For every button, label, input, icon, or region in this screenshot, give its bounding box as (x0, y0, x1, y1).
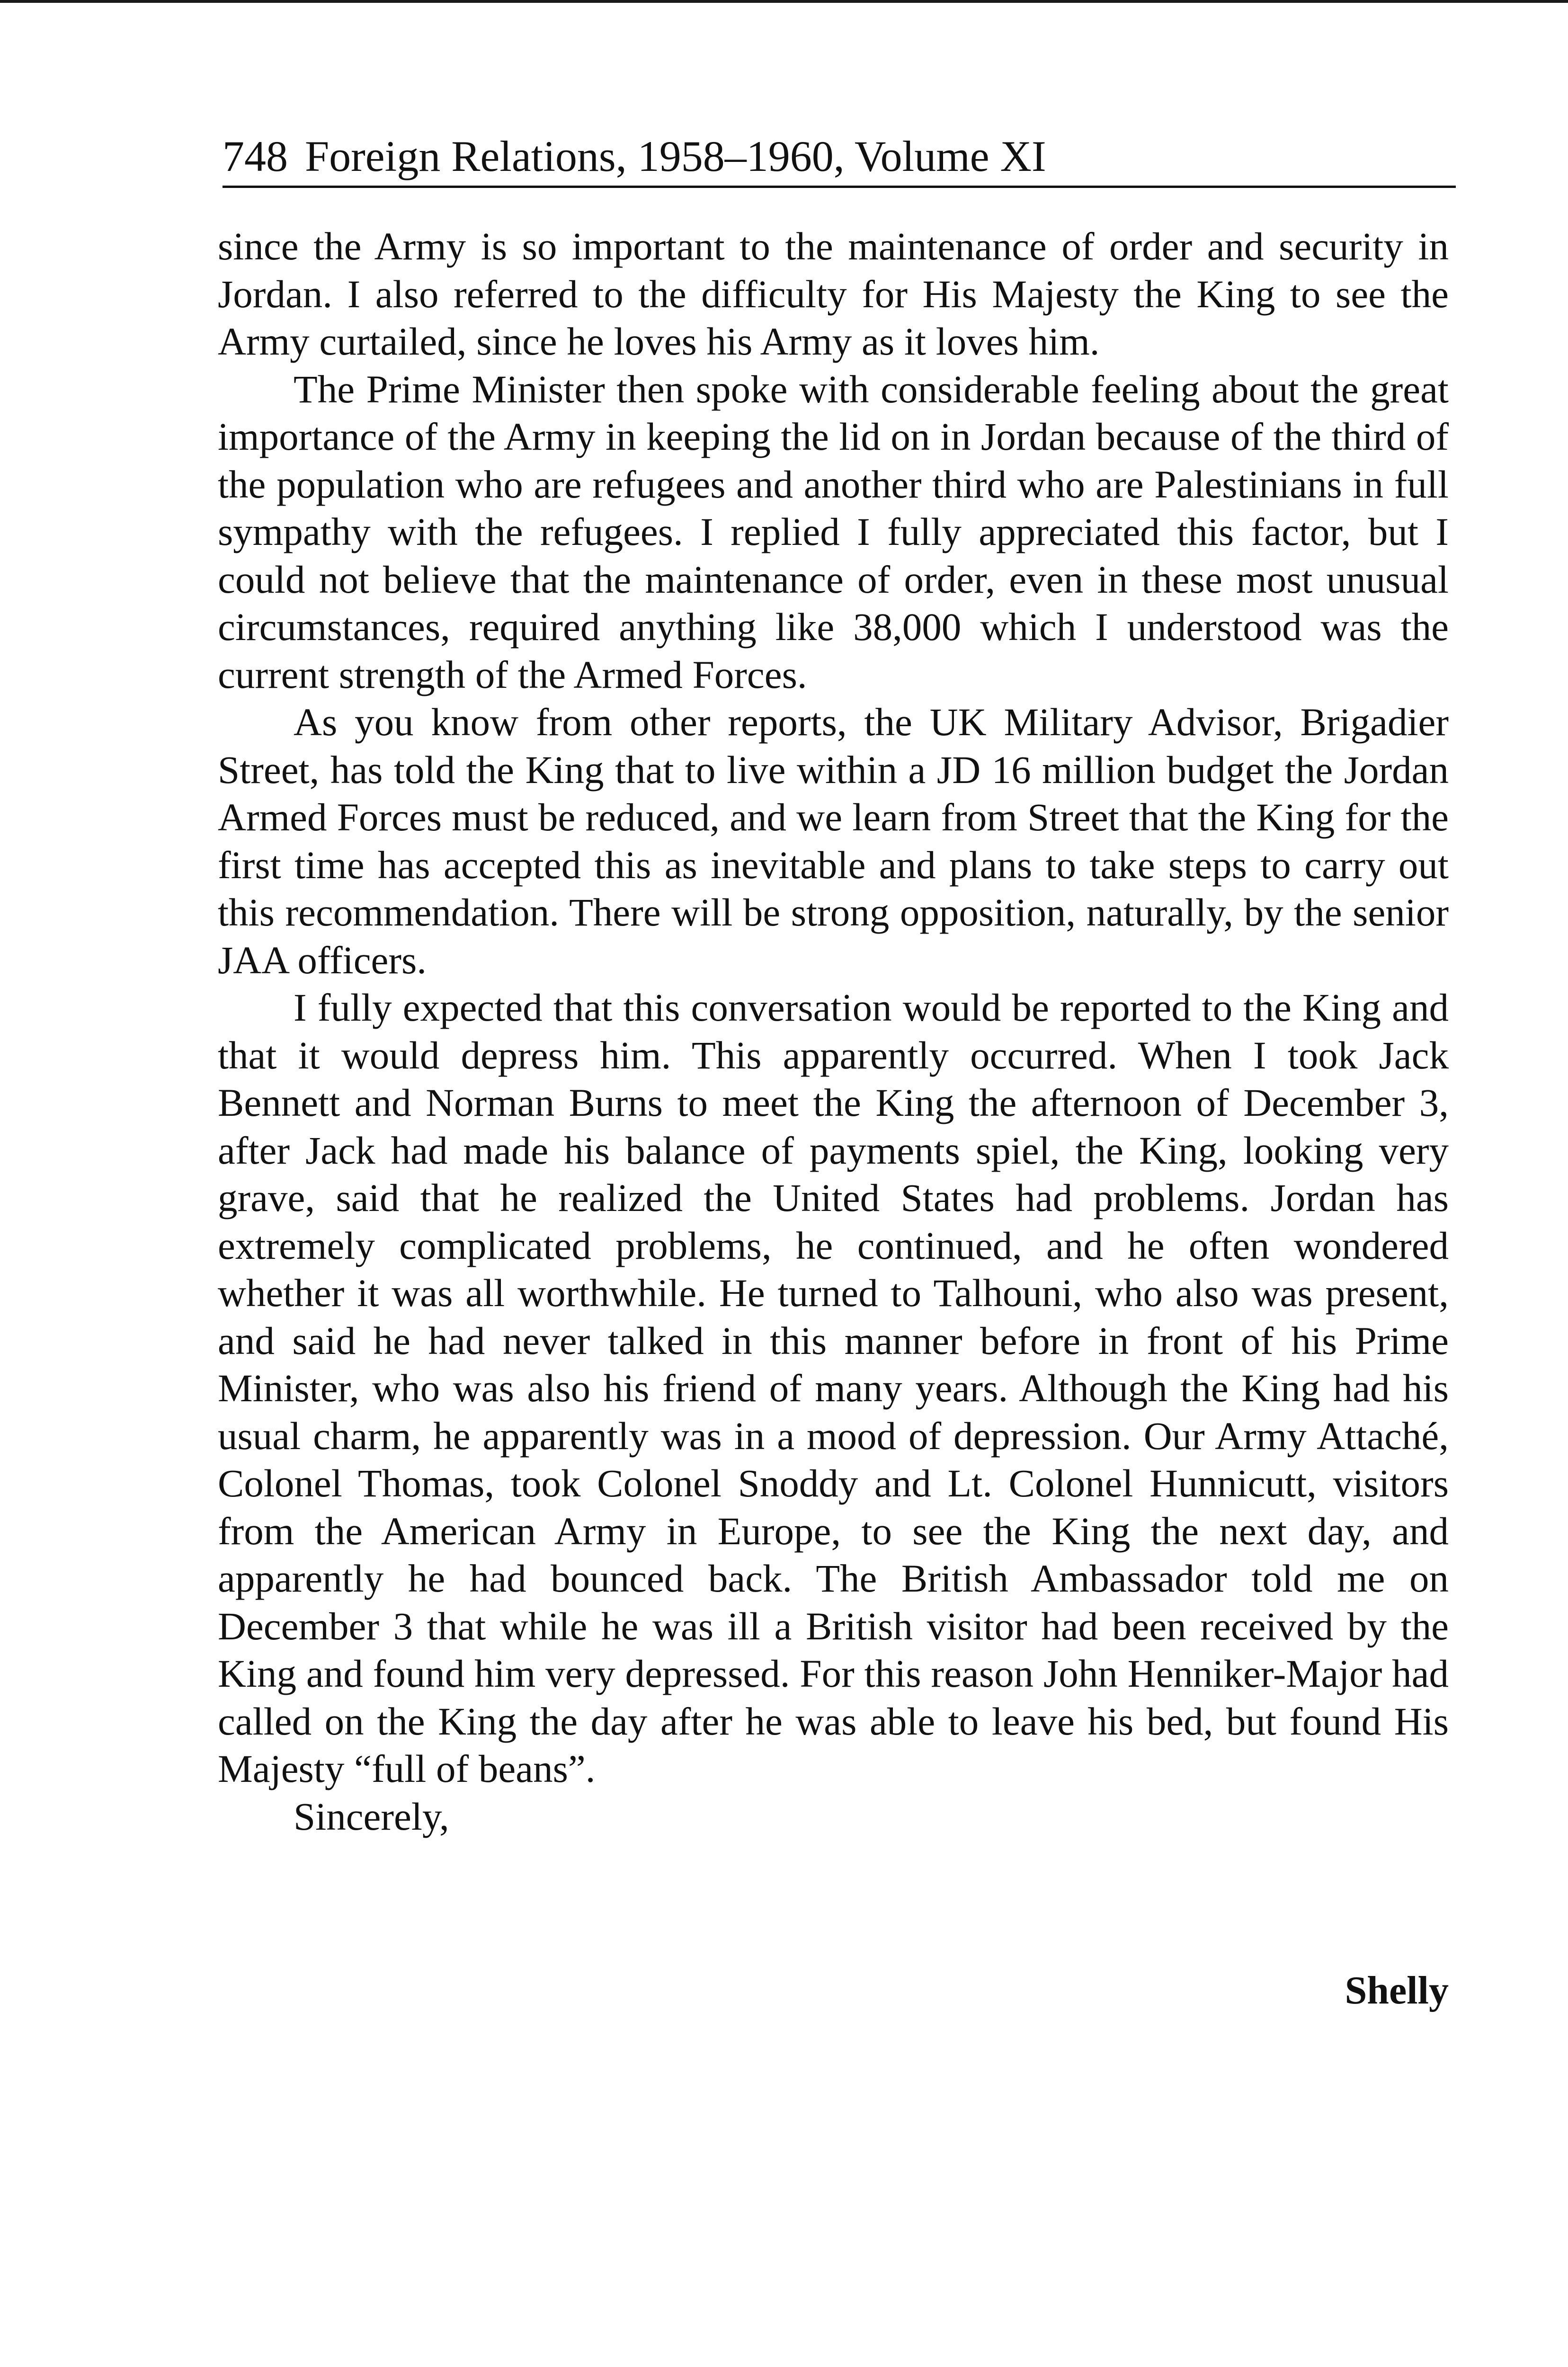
page-number: 748 (223, 132, 288, 180)
closing-salutation: Sincerely, (294, 1794, 449, 1838)
paragraph-3: As you know from other reports, the UK Military Advisor, Brigadier Street, has told the King that to live within a JD 16 million budget the Jordan Armed Forces must be reduced, and we learn from Street that the King for the first time has accepted this as inevitable and plans to take steps to carry out this recommendation. There will be strong opposition, naturally, by the senior JAA officers. (218, 700, 1449, 982)
page-header (223, 128, 1453, 189)
signature: Shelly (1345, 1968, 1449, 2012)
running-title: Foreign Relations, 1958–1960, Volume XI (305, 132, 1046, 180)
paragraph-2: The Prime Minister then spoke with considerable feeling about the great importance of the Army in keeping the lid on in Jordan because of the third of the population who are refugees and another third who are Palestinians in full sympathy with the refugees. I replied I fully appreciated this factor, but I could not believe that the maintenance of order, even in these most unusual circumstances, required anything like 38,000 which I understood was the current strength of the Armed Forces. (218, 367, 1449, 696)
running-head (223, 128, 1046, 185)
letter-body (218, 222, 1449, 1840)
paragraph-1: since the Army is so important to the maintenance of order and security in Jordan. I also referred to the difficulty for His Majesty the King to see the Army curtailed, since he loves his Army as it loves him. (218, 224, 1449, 363)
paragraph-4: I fully expected that this conversation would be reported to the King and that it would depress him. This apparently occurred. When I took Jack Bennett and Norman Burns to meet the King the afternoon of December 3, after Jack had made his balance of payments spiel, the King, looking very grave, said that he realized the United States had problems. Jordan has extremely complicated problems, he continued, and he often wondered whether it was all worthwhile. He turned to Talhouni, who also was present, and said he had never talked in this manner before in front of his Prime Minister, who was also his friend of many years. Although the King had his usual charm, he apparently was in a mood of depression. Our Army Attaché, Colonel Thomas, took Colonel Snoddy and Lt. Colonel Hunnicutt, visitors from the American Army in Europe, to see the King the next day, and apparently he had bounced back. The British Ambassador told me on December 3 that while he was ill a British visitor had been received by the King and found him very depressed. For this reason John Henniker-Major had called on the King the day after he was able to leave his bed, but found His Majesty “full of beans”. (218, 986, 1449, 1790)
header-rule (223, 186, 1456, 188)
page-top-edge (0, 0, 1568, 3)
